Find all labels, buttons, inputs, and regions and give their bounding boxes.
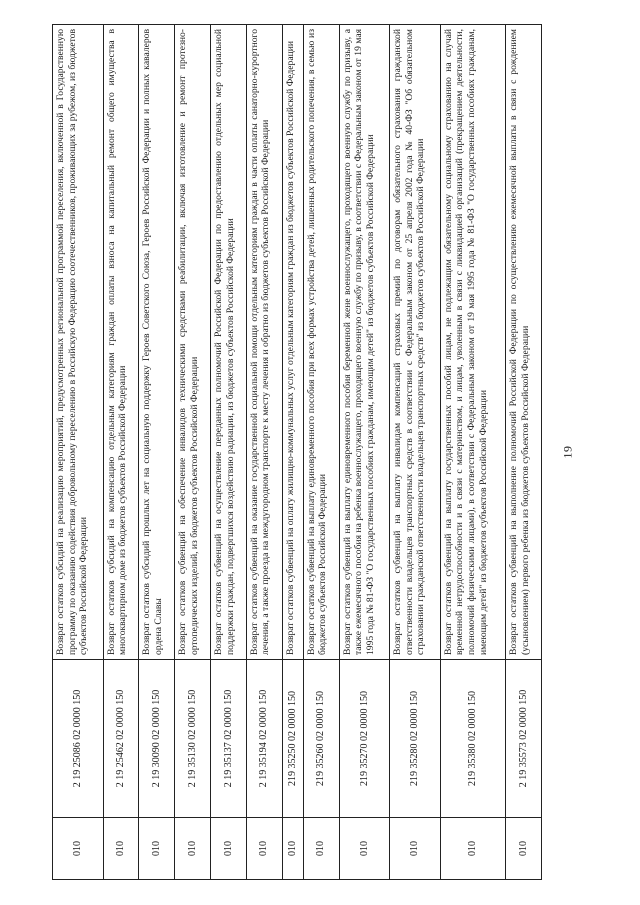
admin-code-cell: 010 <box>339 818 390 880</box>
description-cell: Возврат остатков субвенций на выплату инвалидам компенсаций страховых премий по договорам обязательного страхования гражданской ответственности владельцев транспортных средств в соответствии с Федеральным законом от 25 апреля 2002 года № 40-ФЗ "Об обязательном страховании гражданской ответственности владельцев транспортных средств" из бюджетов субъектов Российской Федерации <box>390 25 441 660</box>
budget-codes-table <box>52 24 542 880</box>
budget-classification-code-cell: 219 35380 02 0000 150 <box>440 660 505 818</box>
admin-code-cell: 010 <box>506 818 542 880</box>
description-cell: Возврат остатков субвенций на выплату единовременного пособия при всех формах устройства детей, лишенных родительского попечения, в семью из бюджетов субъектов Российской Федерации <box>303 25 339 660</box>
budget-classification-code-cell: 219 35270 02 0000 150 <box>339 660 390 818</box>
budget-classification-code-cell: 2 19 35130 02 0000 150 <box>175 660 211 818</box>
budget-classification-code-cell: 2 19 25086 02 0000 150 <box>53 660 104 818</box>
budget-classification-code-cell: 2 19 30090 02 0000 150 <box>139 660 175 818</box>
budget-classification-code-cell: 219 35250 02 0000 150 <box>282 660 303 818</box>
admin-code-cell: 010 <box>390 818 441 880</box>
table-row <box>282 25 303 880</box>
admin-code-cell: 010 <box>139 818 175 880</box>
description-cell: Возврат остатков субвенций на выплату единовременного пособия беременной жене военнослужащего, проходящего военную службу по призыву, а также ежемесячного пособия на ребенка военнослужащего, проходящего военную службу по призыву, в соответствии с Федеральным законом от 19 мая 1995 года № 81-ФЗ "О государственных пособиях гражданам, имеющим детей" из бюджетов субъектов Российской Федерации <box>339 25 390 660</box>
table-row <box>390 25 441 880</box>
page-number: 19 <box>560 445 575 459</box>
table-row <box>53 25 104 880</box>
description-cell: Возврат остатков субвенций на оказание государственной социальной помощи отдельным категориям граждан в части оплаты санаторно-курортного лечения, а также проезда на междугородном транспорте к месту лечения и обратно из бюджетов субъектов Российской Федерации <box>246 25 282 660</box>
table-row <box>139 25 175 880</box>
admin-code-cell: 010 <box>440 818 505 880</box>
description-cell: Возврат остатков субвенций на осуществление переданных полномочий Российской Федерации по предоставлению отдельных мер социальной поддержки граждан, подвергшихся воздействию радиации, из бюджетов субъектов Российской Федерации <box>211 25 247 660</box>
description-cell: Возврат остатков субвенций на выплату государственных пособий лицам, не подлежащим обязательному социальному страхованию на случай временной нетрудоспособности и в связи с материнством, и лицам, уволенным в связи с ликвидацией организаций (прекращением деятельности, полномочий физическими лицами), в соответствии с Федеральным законом от 19 мая 1995 года № 81-ФЗ "О государственных пособиях гражданам, имеющим детей" из бюджетов субъектов Российской Федерации <box>440 25 505 660</box>
table-row <box>506 25 542 880</box>
table-row <box>103 25 139 880</box>
description-cell: Возврат остатков субвенций на обеспечение инвалидов техническими средствами реабилитации, включая изготовление и ремонт протезно-ортопедических изделий, из бюджетов субъектов Российской Федерации <box>175 25 211 660</box>
admin-code-cell: 010 <box>103 818 139 880</box>
description-cell: Возврат остатков субвенций на оплату жилищно-коммунальных услуг отдельным категориям граждан из бюджетов субъектов Российской Федерации <box>282 25 303 660</box>
table-row <box>303 25 339 880</box>
admin-code-cell: 010 <box>175 818 211 880</box>
admin-code-cell: 010 <box>211 818 247 880</box>
admin-code-cell: 010 <box>246 818 282 880</box>
admin-code-cell: 010 <box>53 818 104 880</box>
description-cell: Возврат остатков субсидий на реализацию мероприятий, предусмотренных региональной программой переселения, включенной в Государственную программу по оказанию содействия добровольному переселению в Российскую Федерацию соотечественников, проживающих за рубежом, из бюджетов субъектов Российской Федерации <box>53 25 104 660</box>
description-cell: Возврат остатков субвенций на выполнение полномочий Российской Федерации по осуществлению ежемесячной выплаты в связи с рождением (усыновлением) первого ребенка из бюджетов субъектов Российской Федерации <box>506 25 542 660</box>
budget-classification-code-cell: 219 35280 02 0000 150 <box>390 660 441 818</box>
table-row <box>211 25 247 880</box>
table-row <box>440 25 505 880</box>
admin-code-cell: 010 <box>282 818 303 880</box>
table-body <box>53 25 542 880</box>
budget-classification-code-cell: 2 19 35573 02 0000 150 <box>506 660 542 818</box>
table-row <box>339 25 390 880</box>
budget-classification-code-cell: 219 35260 02 0000 150 <box>303 660 339 818</box>
rotated-page <box>52 25 542 880</box>
budget-classification-code-cell: 2 19 35137 02 0000 150 <box>211 660 247 818</box>
description-cell: Возврат остатков субсидий на компенсацию отдельным категориям граждан оплаты взноса на капитальный ремонт общего имущества в многоквартирном доме из бюджетов субъектов Российской Федерации <box>103 25 139 660</box>
budget-classification-code-cell: 2 19 25462 02 0000 150 <box>103 660 139 818</box>
table-row <box>246 25 282 880</box>
table-row <box>175 25 211 880</box>
description-cell: Возврат остатков субсидий прошлых лет на социальную поддержку Героев Советского Союза, Героев Российской Федерации и полных кавалеров ордена Славы <box>139 25 175 660</box>
admin-code-cell: 010 <box>303 818 339 880</box>
budget-classification-code-cell: 2 19 35194 02 0000 150 <box>246 660 282 818</box>
